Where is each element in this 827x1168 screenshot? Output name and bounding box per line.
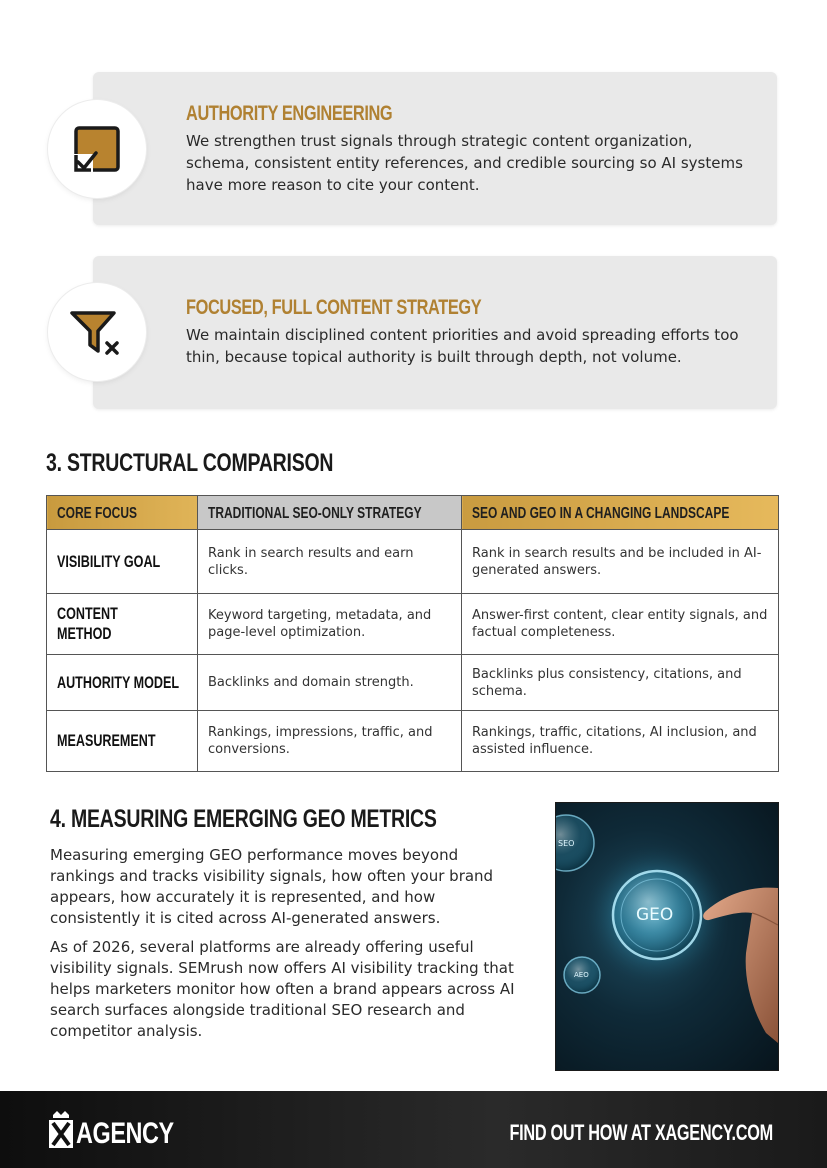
geo-illustration-art <box>556 803 778 1070</box>
funnel-x-icon <box>70 305 124 359</box>
table-row <box>47 594 779 655</box>
card-body: We strengthen trust signals through strategic content organization, schema, consistent entity references, and credible sourcing so AI systems have more reason to cite your content. <box>186 132 743 194</box>
row-label: MEASUREMENT <box>47 711 198 772</box>
comparison-table <box>46 495 779 772</box>
table-cell: Rank in search results and earn clicks. <box>198 530 462 594</box>
checkbox-square-icon <box>70 122 124 176</box>
table-cell: Rankings, traffic, citations, AI inclusion, and assisted influence. <box>462 711 779 772</box>
table-row <box>47 530 779 594</box>
table-cell: Rankings, impressions, traffic, and conversions. <box>198 711 462 772</box>
column-header: CORE FOCUS <box>47 496 198 530</box>
seo-label: SEO <box>558 839 575 848</box>
section-heading: 3. STRUCTURAL COMPARISON <box>46 449 334 477</box>
card-body: We maintain disciplined content priorities and avoid spreading efforts too thin, because topical authority is built through depth, not volume. <box>186 326 739 366</box>
paragraph: As of 2026, several platforms are already offering useful visibility signals. SEMrush now offers AI visibility tracking that helps marketers monitor how often a brand appears across AI search surfaces alongside traditional SEO research and competitor analysis. <box>50 938 515 1040</box>
section-heading: 4. MEASURING EMERGING GEO METRICS <box>50 805 437 833</box>
row-label: AUTHORITY MODEL <box>47 655 198 711</box>
table-cell: Backlinks and domain strength. <box>198 655 462 711</box>
footer-brand: AGENCY <box>76 1117 174 1150</box>
column-header: SEO AND GEO IN A CHANGING LANDSCAPE <box>462 496 779 530</box>
icon-badge <box>48 100 146 198</box>
table-header-row <box>47 496 779 530</box>
geo-illustration <box>555 802 779 1071</box>
table-cell: Keyword targeting, metadata, and page-level optimization. <box>198 594 462 655</box>
table-cell: Backlinks plus consistency, citations, and schema. <box>462 655 779 711</box>
geo-label: GEO <box>636 905 674 925</box>
table-row <box>47 711 779 772</box>
card-title: FOCUSED, FULL CONTENT STRATEGY <box>186 296 482 319</box>
aeo-label: AEO <box>574 971 589 979</box>
paragraph: Measuring emerging GEO performance moves beyond rankings and tracks visibility signals, how often your brand appears, how accurately it is represented, and how consistently it is cited across AI-generated answers. <box>50 846 494 927</box>
footer-bar <box>0 1091 827 1168</box>
row-label: CONTENT METHOD <box>47 594 198 655</box>
icon-badge <box>48 283 146 381</box>
footer-cta-link[interactable]: FIND OUT HOW AT XAGENCY.COM <box>509 1120 773 1145</box>
card-title: AUTHORITY ENGINEERING <box>186 102 393 125</box>
column-header: TRADITIONAL SEO-ONLY STRATEGY <box>198 496 462 530</box>
table-cell: Answer-first content, clear entity signals, and factual completeness. <box>462 594 779 655</box>
row-label: VISIBILITY GOAL <box>47 530 198 594</box>
xagency-logo-icon <box>48 1111 74 1149</box>
table-row <box>47 655 779 711</box>
table-cell: Rank in search results and be included in AI-generated answers. <box>462 530 779 594</box>
